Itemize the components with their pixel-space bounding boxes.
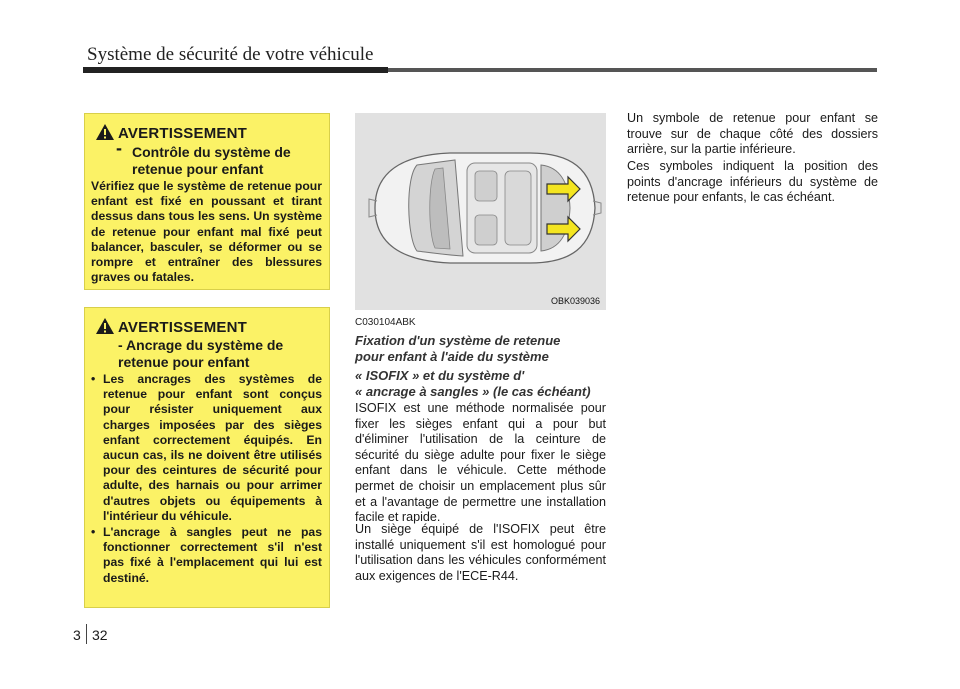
warning-subtitle: Contrôle du système de retenue pour enfant [132,144,291,177]
warning-box-anchorage [84,307,330,608]
section-code: C030104ABK [355,317,416,328]
warning-triangle-icon [95,317,115,335]
body-paragraph: ISOFIX est une méthode normalisée pour fixer les sièges enfant qui a pour but d'éliminer l'utilisation de la ceinture de sécurité du siège adulte pour fixer le siège enfant dans le véhicule. Cette méthode permet de choisir un emplacement plus sûr et a l'avantage de permettre une installation facile et rapide. [355,401,606,525]
section-heading: « ISOFIX » et du système d' [355,368,525,383]
warning-bullet-list [91,372,322,587]
warning-title: AVERTISSEMENT [118,319,248,336]
car-top-view-icon [355,113,606,310]
warning-title: AVERTISSEMENT [118,125,248,142]
page-number-divider [86,624,87,644]
body-paragraph: Un siège équipé de l'ISOFIX peut être installé uniquement s'il est homologué pour l'utilisation dans les véhicules conformément aux exigences de l'ECE-R44. [355,522,606,583]
section-heading: « ancrage à sangles » (le cas échéant) [355,384,591,399]
body-paragraph: Un symbole de retenue pour enfant se trouve sur de chaque côté des dossiers arrière, sur la partie inférieure. [627,111,878,157]
page-section-number: 3 [73,627,81,643]
warning-box-check [84,113,330,290]
page-number: 32 [92,627,108,643]
page-header-title: Système de sécurité de votre véhicule [87,44,374,65]
figure-code: OBK039036 [550,296,600,306]
warning-body: Vérifiez que le système de retenue pour enfant est fixé en poussant et tirant dessus dans tous les sens. Un système de retenue pour enfant mal fixé peut balancer, basculer, se déformer ou se rompre et entraîner des blessures graves ou fatales. [91,179,322,285]
header-rule-accent [83,67,388,73]
section-heading: Fixation d'un système de retenue pour enfant à l'aide du système [355,333,561,364]
body-paragraph: Ces symboles indiquent la position des points d'ancrage inférieurs du système de retenue pour enfants, le cas échéant. [627,159,878,205]
warning-dash: - [116,138,122,158]
car-isofix-illustration [355,113,606,310]
warning-triangle-icon [95,123,115,141]
warning-bullet: • Les ancrages des systèmes de retenue pour enfant sont conçus pour résister uniquement aux charges imposées par des sièges enfant correctement équipés. En aucun cas, ils ne doivent être utilisés pour des ceintures de sécurité pour adulte, des harnais ou pour arrimer d'autres objets ou équipements à l'intérieur du véhicule. [91,372,322,524]
warning-bullet: • L'ancrage à sangles peut ne pas fonctionner correctement s'il n'est pas fixé à l'emplacement qui lui est destiné. [91,525,322,586]
warning-subtitle: - Ancrage du système de retenue pour enfant [118,337,284,370]
